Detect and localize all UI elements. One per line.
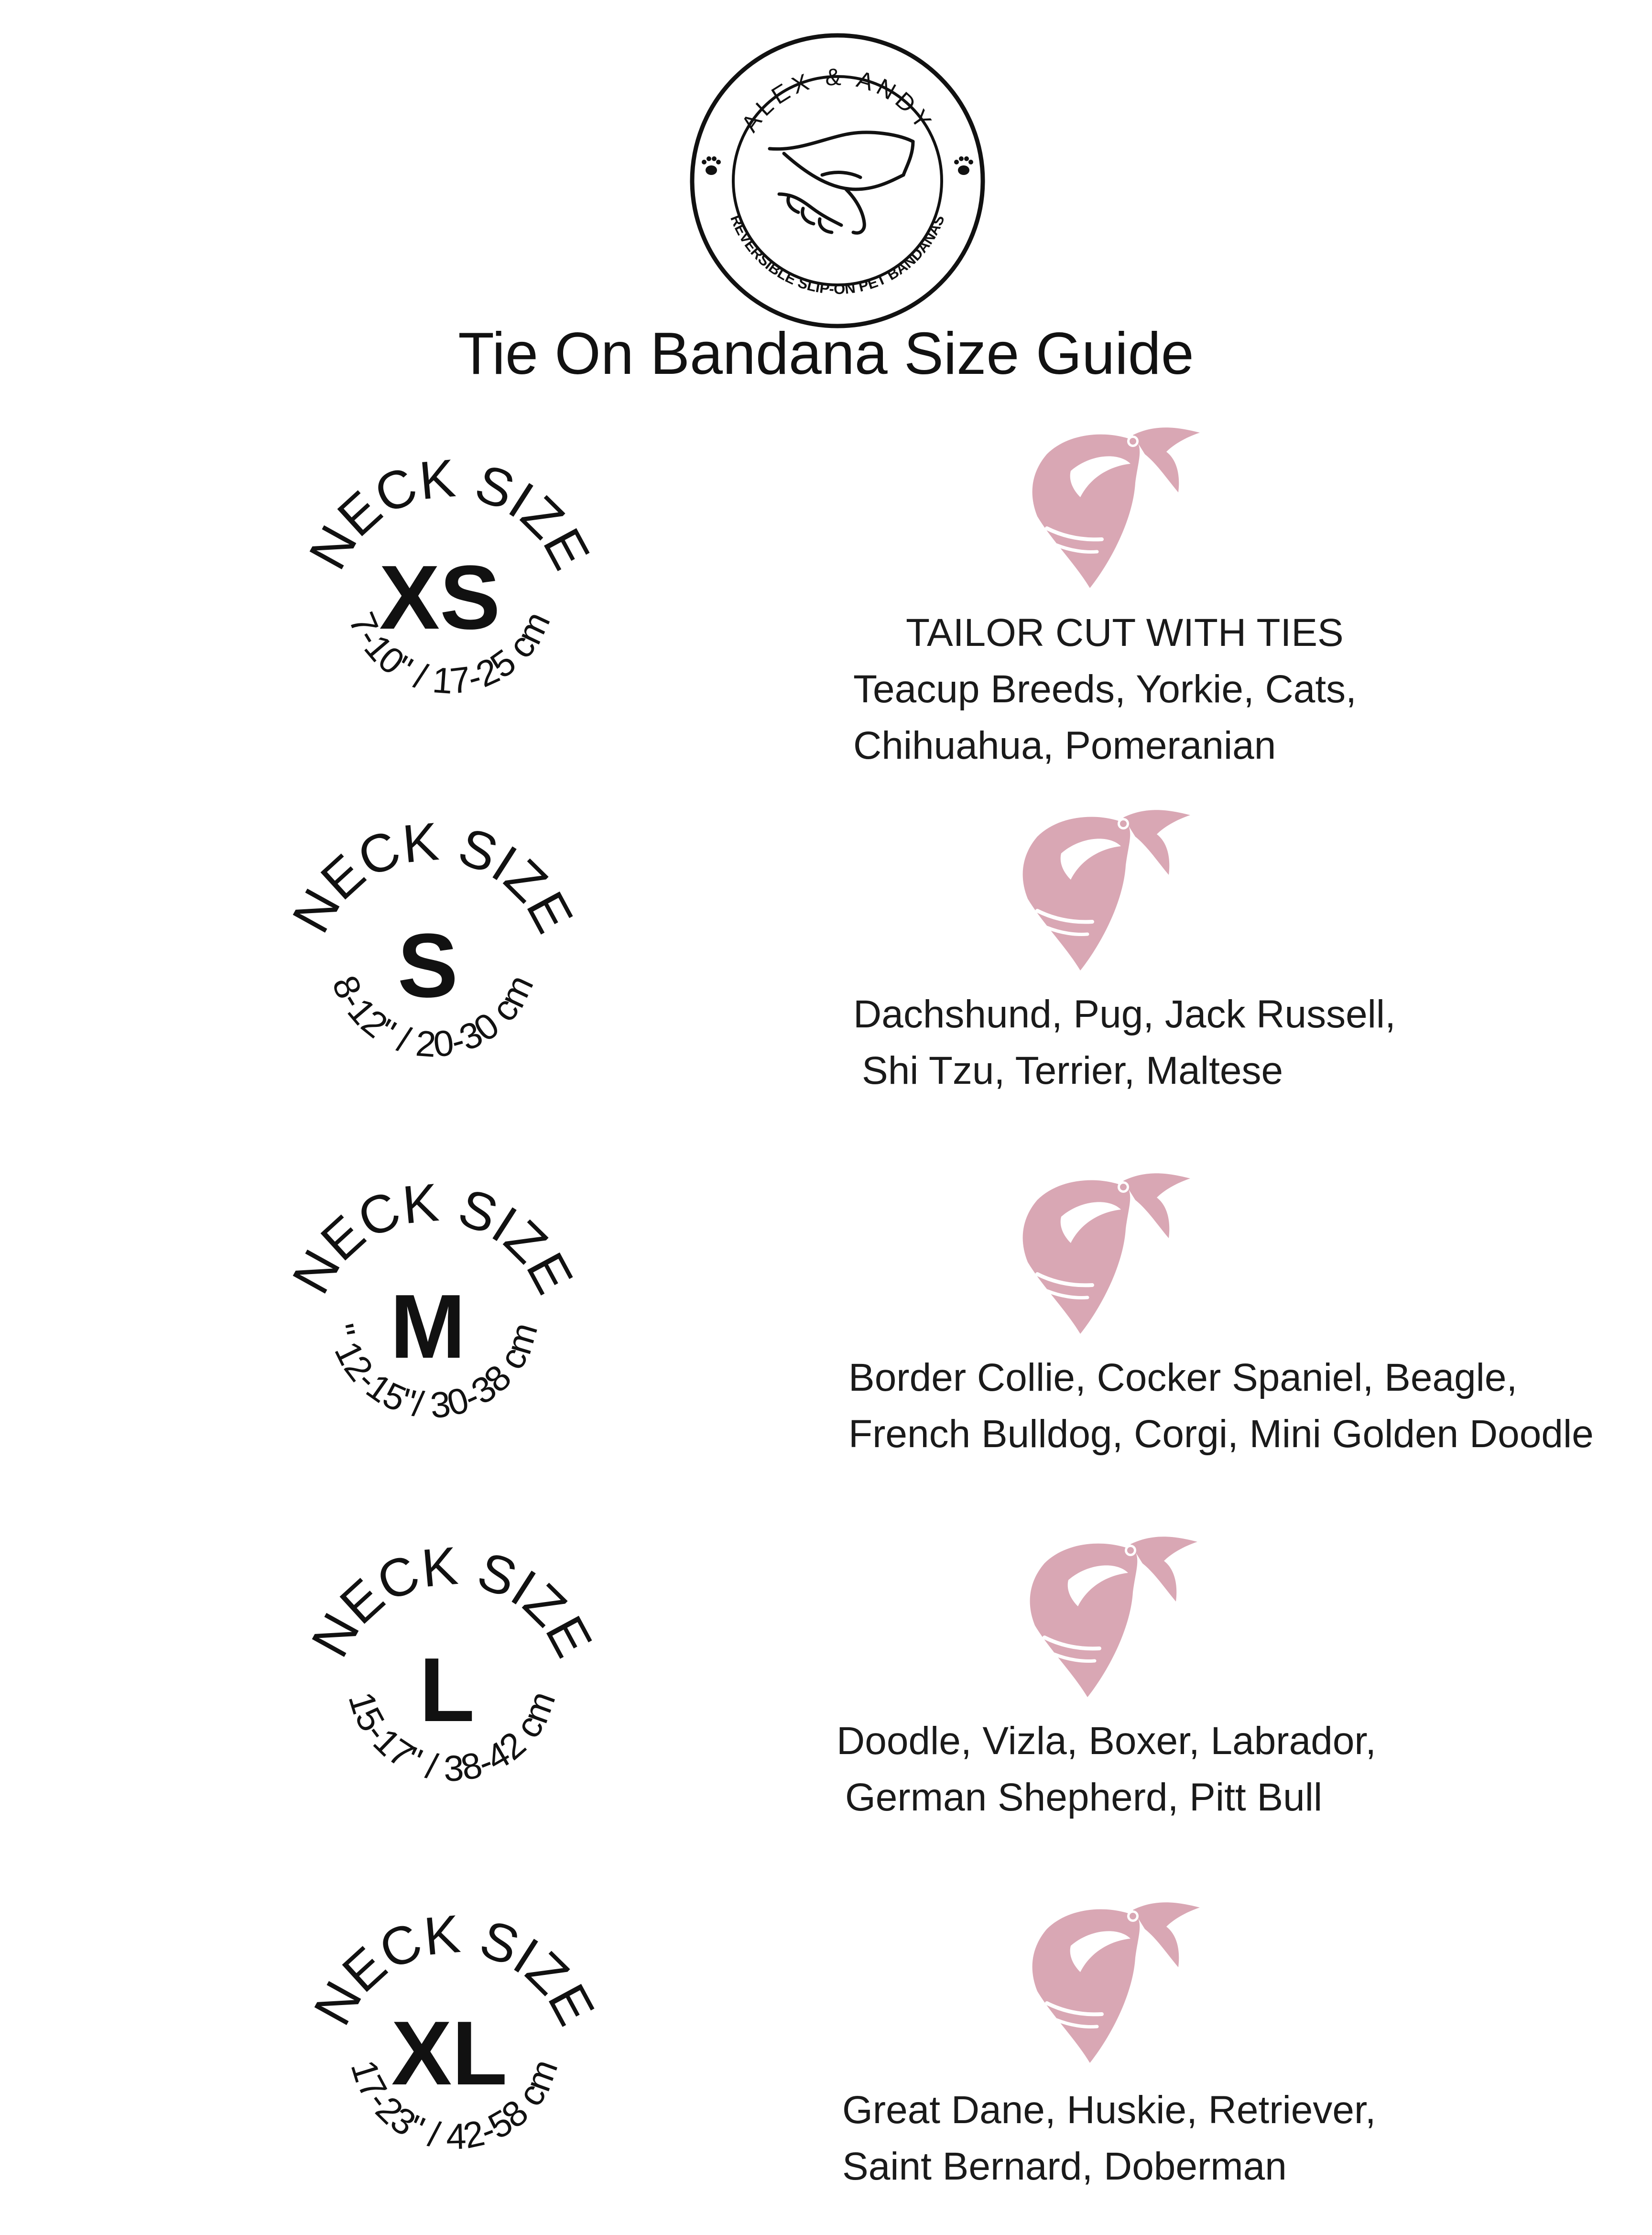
bandana-icon — [1018, 425, 1219, 598]
neck-measure-s: 8-12" / 20-30 cm — [324, 969, 542, 1065]
bandana-icon — [1009, 808, 1209, 980]
neck-measure-l: 15-17" / 38-42 cm — [340, 1686, 564, 1789]
neck-measure-xs: 7-10" / 17-25 cm — [341, 605, 558, 702]
neck-size-label: NECK SIZE — [281, 811, 585, 942]
size-code-xs: XS — [379, 547, 500, 648]
breed-list-xl — [842, 2082, 1376, 2195]
bandana-icon — [1016, 1535, 1217, 1707]
neck-size-badge-m — [265, 1169, 600, 1504]
brand-logo — [688, 32, 987, 330]
breed-line: Great Dane, Huskie, Retriever, — [842, 2088, 1376, 2132]
paw-icon-left — [702, 156, 721, 175]
breed-line: Teacup Breeds, Yorkie, Cats, — [853, 667, 1357, 711]
size-code-s: S — [397, 915, 458, 1016]
breed-line: Shi Tzu, Terrier, Maltese — [862, 1049, 1283, 1092]
breed-line: Border Collie, Cocker Spaniel, Beagle, — [848, 1356, 1518, 1399]
tailor-cut-note: TAILOR CUT WITH TIES — [906, 611, 1344, 654]
brand-name: ALEX & ANDY — [736, 63, 939, 137]
neck-size-badge-xs — [282, 445, 617, 779]
breed-list-l — [837, 1713, 1376, 1826]
breed-list-m — [848, 1350, 1594, 1462]
breed-line: German Shepherd, Pitt Bull — [845, 1776, 1323, 1819]
breed-line: Chihuahua, Pomeranian — [853, 724, 1276, 767]
breed-line: Doodle, Vizla, Boxer, Labrador, — [837, 1719, 1376, 1763]
neck-size-badge-xl — [287, 1900, 621, 2235]
neck-size-label: NECK SIZE — [297, 448, 601, 579]
neck-size-badge-s — [265, 808, 600, 1143]
paw-icon-right — [954, 156, 973, 175]
breed-line: French Bulldog, Corgi, Mini Golden Doodle — [848, 1412, 1594, 1456]
size-code-m: M — [390, 1276, 466, 1377]
bandana-icon — [1018, 1900, 1219, 2072]
size-code-l: L — [419, 1639, 475, 1741]
breed-list-s — [853, 986, 1396, 1099]
neck-size-label: NECK SIZE — [300, 1536, 604, 1667]
bandana-icon — [1009, 1171, 1209, 1343]
neck-size-label: NECK SIZE — [281, 1172, 585, 1303]
breed-list-xs — [853, 661, 1357, 774]
handshake-icon — [770, 132, 913, 233]
breed-line: Dachshund, Pug, Jack Russell, — [853, 992, 1396, 1036]
page-title: Tie On Bandana Size Guide — [458, 321, 1194, 387]
neck-size-label: NECK SIZE — [302, 1904, 606, 2035]
breed-line: Saint Bernard, Doberman — [842, 2145, 1287, 2188]
neck-size-badge-l — [284, 1532, 619, 1867]
brand-tagline: REVERSIBLE SLIP-ON PET BANDANAS — [727, 212, 948, 298]
neck-measure-m: " 12-15"/ 30-38 cm — [320, 1318, 546, 1426]
neck-measure-xl: 17-23" / 42-58 cm — [343, 2054, 566, 2158]
size-code-xl: XL — [391, 2003, 508, 2104]
